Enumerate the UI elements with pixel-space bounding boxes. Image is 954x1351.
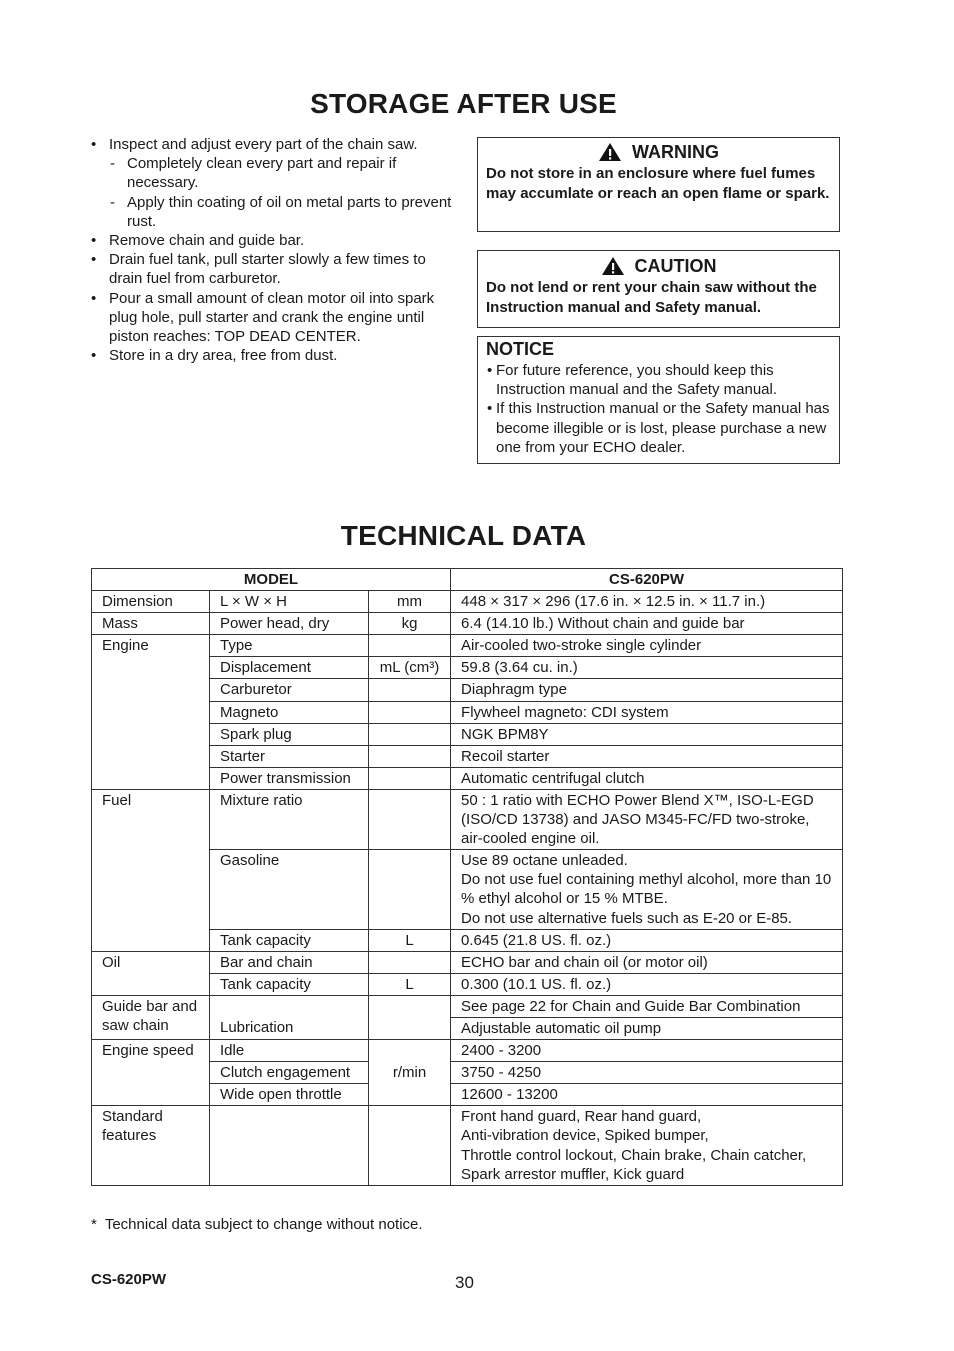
group-cell: Oil: [92, 951, 210, 995]
value-cell: See page 22 for Chain and Guide Bar Combination: [451, 995, 843, 1017]
table-row: [92, 613, 843, 635]
page-number: 30: [455, 1273, 474, 1292]
value-cell: Flywheel magneto: CDI system: [451, 701, 843, 723]
unit-cell: L: [369, 973, 451, 995]
value-line: Do not use fuel containing methyl alcohol, more than 10 % ethyl alcohol or 15 % MTBE.: [461, 871, 832, 908]
table-row: [92, 951, 843, 973]
unit-cell: [369, 723, 451, 745]
notice-item: • If this Instruction manual or the Safety manual has become illegible or is lost, please purchase a new one from your ECHO dealer.: [486, 399, 831, 457]
value-cell: 0.300 (10.1 US. fl. oz.): [451, 973, 843, 995]
value-cell: Air-cooled two-stroke single cylinder: [451, 635, 843, 657]
footer-model: CS-620PW: [91, 1271, 167, 1288]
table-row: [92, 1106, 843, 1185]
item-cell: Spark plug: [210, 723, 369, 745]
value-line: Spark arrestor muffler, Kick guard: [461, 1165, 685, 1183]
value-line: Throttle control lockout, Chain brake, Chain catcher,: [461, 1146, 807, 1164]
item-cell: Clutch engagement: [210, 1062, 369, 1084]
header-value: CS-620PW: [451, 569, 843, 591]
table-row: [92, 1040, 843, 1062]
value-cell: NGK BPM8Y: [451, 723, 843, 745]
value-cell: 12600 - 13200: [451, 1084, 843, 1106]
warning-header: [486, 140, 831, 164]
item-cell: Starter: [210, 745, 369, 767]
group-cell: Dimension: [92, 591, 210, 613]
group-cell: Standard features: [92, 1106, 210, 1185]
caution-header: [486, 254, 831, 278]
caution-triangle-icon: [601, 256, 625, 276]
storage-title: STORAGE AFTER USE: [310, 88, 617, 119]
unit-cell: [369, 789, 451, 849]
tech-title: TECHNICAL DATA: [340, 520, 587, 551]
item-cell: Displacement: [210, 657, 369, 679]
list-subitem: - Completely clean every part and repair if necessary.: [91, 154, 463, 192]
storage-steps: [91, 135, 463, 365]
unit-cell: [369, 701, 451, 723]
unit-cell: [369, 951, 451, 973]
list-item: • Store in a dry area, free from dust.: [91, 346, 463, 365]
item-cell: L × W × H: [210, 591, 369, 613]
value-cell: ECHO bar and chain oil (or motor oil): [451, 951, 843, 973]
item-cell: Tank capacity: [210, 973, 369, 995]
group-cell: Fuel: [92, 789, 210, 951]
unit-cell: [369, 995, 451, 1017]
value-line: Front hand guard, Rear hand guard,: [461, 1108, 702, 1126]
notice-title: NOTICE: [486, 339, 555, 359]
warning-triangle-icon: [598, 142, 622, 162]
item-cell: [210, 1106, 369, 1185]
unit-cell: kg: [369, 613, 451, 635]
item-cell: Type: [210, 635, 369, 657]
footnote: [91, 1216, 423, 1233]
value-cell: Adjustable automatic oil pump: [451, 1017, 843, 1039]
value-cell: [451, 850, 843, 929]
unit-cell: L: [369, 929, 451, 951]
item-cell: Magneto: [210, 701, 369, 723]
caution-box: [477, 250, 840, 328]
unit-cell: mL (cm³): [369, 657, 451, 679]
group-cell: Mass: [92, 613, 210, 635]
footnote-text: Technical data subject to change without notice.: [104, 1216, 423, 1233]
item-cell: Bar and chain: [210, 951, 369, 973]
list-subitem: - Apply thin coating of oil on metal parts to prevent rust.: [91, 193, 463, 231]
unit-cell: [369, 679, 451, 701]
item-cell: Carburetor: [210, 679, 369, 701]
table-row: [92, 995, 843, 1017]
list-item: • Remove chain and guide bar.: [91, 231, 463, 250]
warning-title: WARNING: [632, 141, 719, 162]
value-cell: [451, 1106, 843, 1185]
value-line: Anti-vibration device, Spiked bumper,: [461, 1127, 709, 1145]
group-cell: Guide bar and saw chain: [92, 995, 210, 1039]
item-cell: Mixture ratio: [210, 789, 369, 849]
table-row: [92, 635, 843, 657]
item-cell: Power head, dry: [210, 613, 369, 635]
unit-cell: [369, 745, 451, 767]
warning-box: [477, 137, 840, 232]
value-cell: 0.645 (21.8 US. fl. oz.): [451, 929, 843, 951]
item-cell: Wide open throttle: [210, 1084, 369, 1106]
notice-box: [477, 336, 840, 464]
list-item: • Drain fuel tank, pull starter slowly a few times to drain fuel from carburetor.: [91, 250, 463, 288]
table-row: [92, 591, 843, 613]
unit-cell: [369, 850, 451, 929]
unit-cell: [369, 635, 451, 657]
footnote-marker: *: [91, 1216, 97, 1233]
unit-cell: r/min: [369, 1040, 451, 1106]
item-cell: Power transmission: [210, 767, 369, 789]
value-cell: 3750 - 4250: [451, 1062, 843, 1084]
value-cell: 6.4 (14.10 lb.) Without chain and guide bar: [451, 613, 843, 635]
unit-cell: [369, 1017, 451, 1039]
item-cell: Gasoline: [210, 850, 369, 929]
value-line: Use 89 octane unleaded.: [461, 852, 628, 870]
unit-cell: [369, 767, 451, 789]
value-line: Do not use alternative fuels such as E-20 or E-85.: [461, 909, 793, 927]
list-item: • Pour a small amount of clean motor oil into spark plug hole, pull starter and crank the engine until piston reaches: TOP DEAD CENTER.: [91, 289, 463, 347]
caution-title: CAUTION: [634, 255, 717, 276]
value-cell: 448 × 317 × 296 (17.6 in. × 12.5 in. × 11.7 in.): [451, 591, 843, 613]
value-cell: Recoil starter: [451, 745, 843, 767]
group-cell: Engine: [92, 635, 210, 790]
value-cell: 2400 - 3200: [451, 1040, 843, 1062]
value-cell: 50 : 1 ratio with ECHO Power Blend X™, ISO-L-EGD (ISO/CD 13738) and JASO M345-FC/FD two-stroke, air-cooled engine oil.: [451, 789, 843, 849]
item-cell: Lubrication: [210, 1017, 369, 1039]
item-cell: Tank capacity: [210, 929, 369, 951]
warning-text: Do not store in an enclosure where fuel fumes may accumlate or reach an open flame or spark.: [486, 165, 830, 202]
group-cell: Engine speed: [92, 1040, 210, 1106]
tech-table: [91, 568, 843, 1186]
list-item: • Inspect and adjust every part of the chain saw.: [91, 135, 463, 154]
header-model: MODEL: [92, 569, 451, 591]
value-cell: 59.8 (3.64 cu. in.): [451, 657, 843, 679]
unit-cell: [369, 1106, 451, 1185]
value-cell: Automatic centrifugal clutch: [451, 767, 843, 789]
item-cell: Idle: [210, 1040, 369, 1062]
unit-cell: mm: [369, 591, 451, 613]
caution-text: Do not lend or rent your chain saw without the Instruction manual and Safety manual.: [486, 279, 817, 316]
table-row: [92, 789, 843, 849]
item-cell: [210, 995, 369, 1017]
table-header-row: [92, 569, 843, 591]
value-cell: Diaphragm type: [451, 679, 843, 701]
notice-item: • For future reference, you should keep this Instruction manual and the Safety manual.: [486, 361, 831, 399]
